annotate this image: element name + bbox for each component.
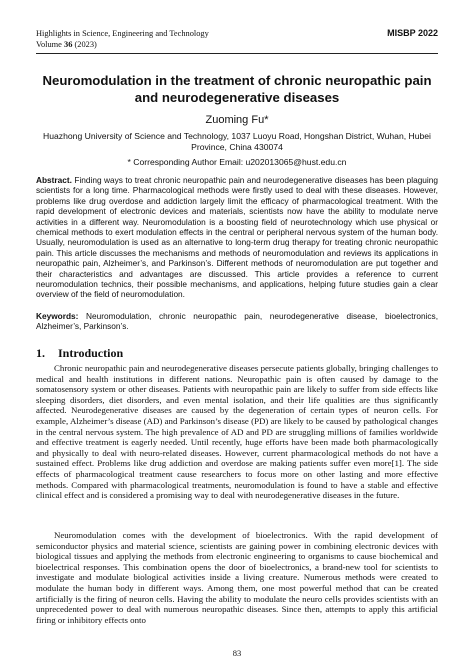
abstract: [36, 175, 438, 300]
author-name: Zuoming Fu*: [205, 114, 269, 126]
section-title: Introduction: [58, 346, 124, 360]
body-paragraph: Neuromodulation comes with the development of bioelectronics. With the rapid development of semiconductor physics and material science, scientists are gaining power in combining electronic devices with biological tissues and applying the methods from electronic engineering to organisms to cause biochemical and bioelectrical responses. This combination opens the door of bioelectronics, a brand-new tool for scientists to investigate and modulate biological activities inside a living creature. Numerous methods were created to modulate the human body in different ways. Among them, one most powerful method that can be created artificially is the firing of neuron cells. Having the ability to modulate the neuro cells provides scientists with an unprecedented power to deal with numerous neuropathic diseases. Since then, attempts to apply this artificial firing or inhibitory effects onto: [36, 530, 438, 625]
volume-year: (2023): [72, 40, 97, 49]
conference-label: MISBP 2022: [387, 28, 438, 38]
keywords-label: Keywords:: [36, 311, 79, 321]
abstract-label: Abstract.: [36, 175, 72, 185]
header-rule: [36, 53, 438, 54]
abstract-text: Finding ways to treat chronic neuropathic pain and neurodegenerative diseases has been plaguing scientists for a long time. Pharmacological methods were firstly used to deal with these diseases. However, problems like drug overdose and addiction largely limit the efficacy of pharmacological treatment. With the rapid development of electronic devices and materials, scientists now have the ability to modulate nerve activities in a different way. Neuromodulation is a boosting field of neurotechnology which use physical or chemical methods to exert modulation effects in the central or peripheral nervous system of the human body. Usually, neuromodulation is used as an alternative to long-term drug therapy for treating chronic neuropathic pain. This article discusses the mechanisms and methods of neuromodulation and reviews its applications in neuropathic pain, Alzheimer’s, and Parkinson’s. Different methods of neuromodulation are put together and their characteristics and advantages are discussed. This article provides a reference to current neuromodulation technics, their possible mechanisms, and applications, helping future studies gain a clear overview of the field of neuromodulation.: [36, 175, 438, 300]
section-heading: [36, 346, 123, 361]
volume-prefix: Volume: [36, 40, 64, 49]
paper-title: Neuromodulation in the treatment of chronic neuropathic pain and neurodegenerative diseases: [42, 73, 432, 105]
keywords: [36, 311, 438, 332]
journal-name: Highlights in Science, Engineering and Technology: [36, 29, 209, 38]
author-affiliation: Huazhong University of Science and Technology, 1037 Luoyu Road, Hongshan District, Wuhan, Hubei Province, China 430074: [43, 131, 431, 152]
volume-number: 36: [64, 40, 73, 49]
page-number: 83: [232, 648, 242, 658]
section-number: 1.: [36, 346, 45, 360]
corresponding-author-email: * Corresponding Author Email: u202013065@hust.edu.cn: [127, 157, 347, 167]
volume-line: [36, 39, 438, 50]
keywords-text: Neuromodulation, chronic neuropathic pain, neurodegenerative disease, bioelectronics, Alzheimer’s, Parkinson’s.: [36, 311, 438, 332]
body-paragraph: Chronic neuropathic pain and neurodegenerative diseases persecute patients globally, bringing challenges to medical and health institutions in different nations. Neuropathic pain is often caused by damage to the somatosensory system or other diseases. Patients with neuropathic pain are likely to suffer from side effects like sleeping disorders, diet disorders, and even mental isolation, and their life qualities are thus significantly affected. Neurodegenerative diseases are caused by the degeneration of certain types of neuron cells. For example, Alzheimer’s disease (AD) and Parkinson’s disease (PD) are likely to be caused by pathological changes in the central nervous system. The high prevalence of AD and PD are struggling millions of families worldwide and effective treatment is eagerly needed. Until recently, huge efforts have been made both pharmacologically and physically to deal with neuro-related diseases. However, current pharmacological methods do not have a sustained effect. Problems like drug addiction and overdose are making patients suffer even more[1]. The side effects of pharmacological treatment cause researchers to focus more on other lasting and more effective methods. Compared with pharmacological treatments, neuromodulation is found to have a stable and effective clinical effect and is considered a promising way to deal with neurodegenerative diseases in the future.: [36, 363, 438, 501]
journal-header: [36, 28, 438, 50]
